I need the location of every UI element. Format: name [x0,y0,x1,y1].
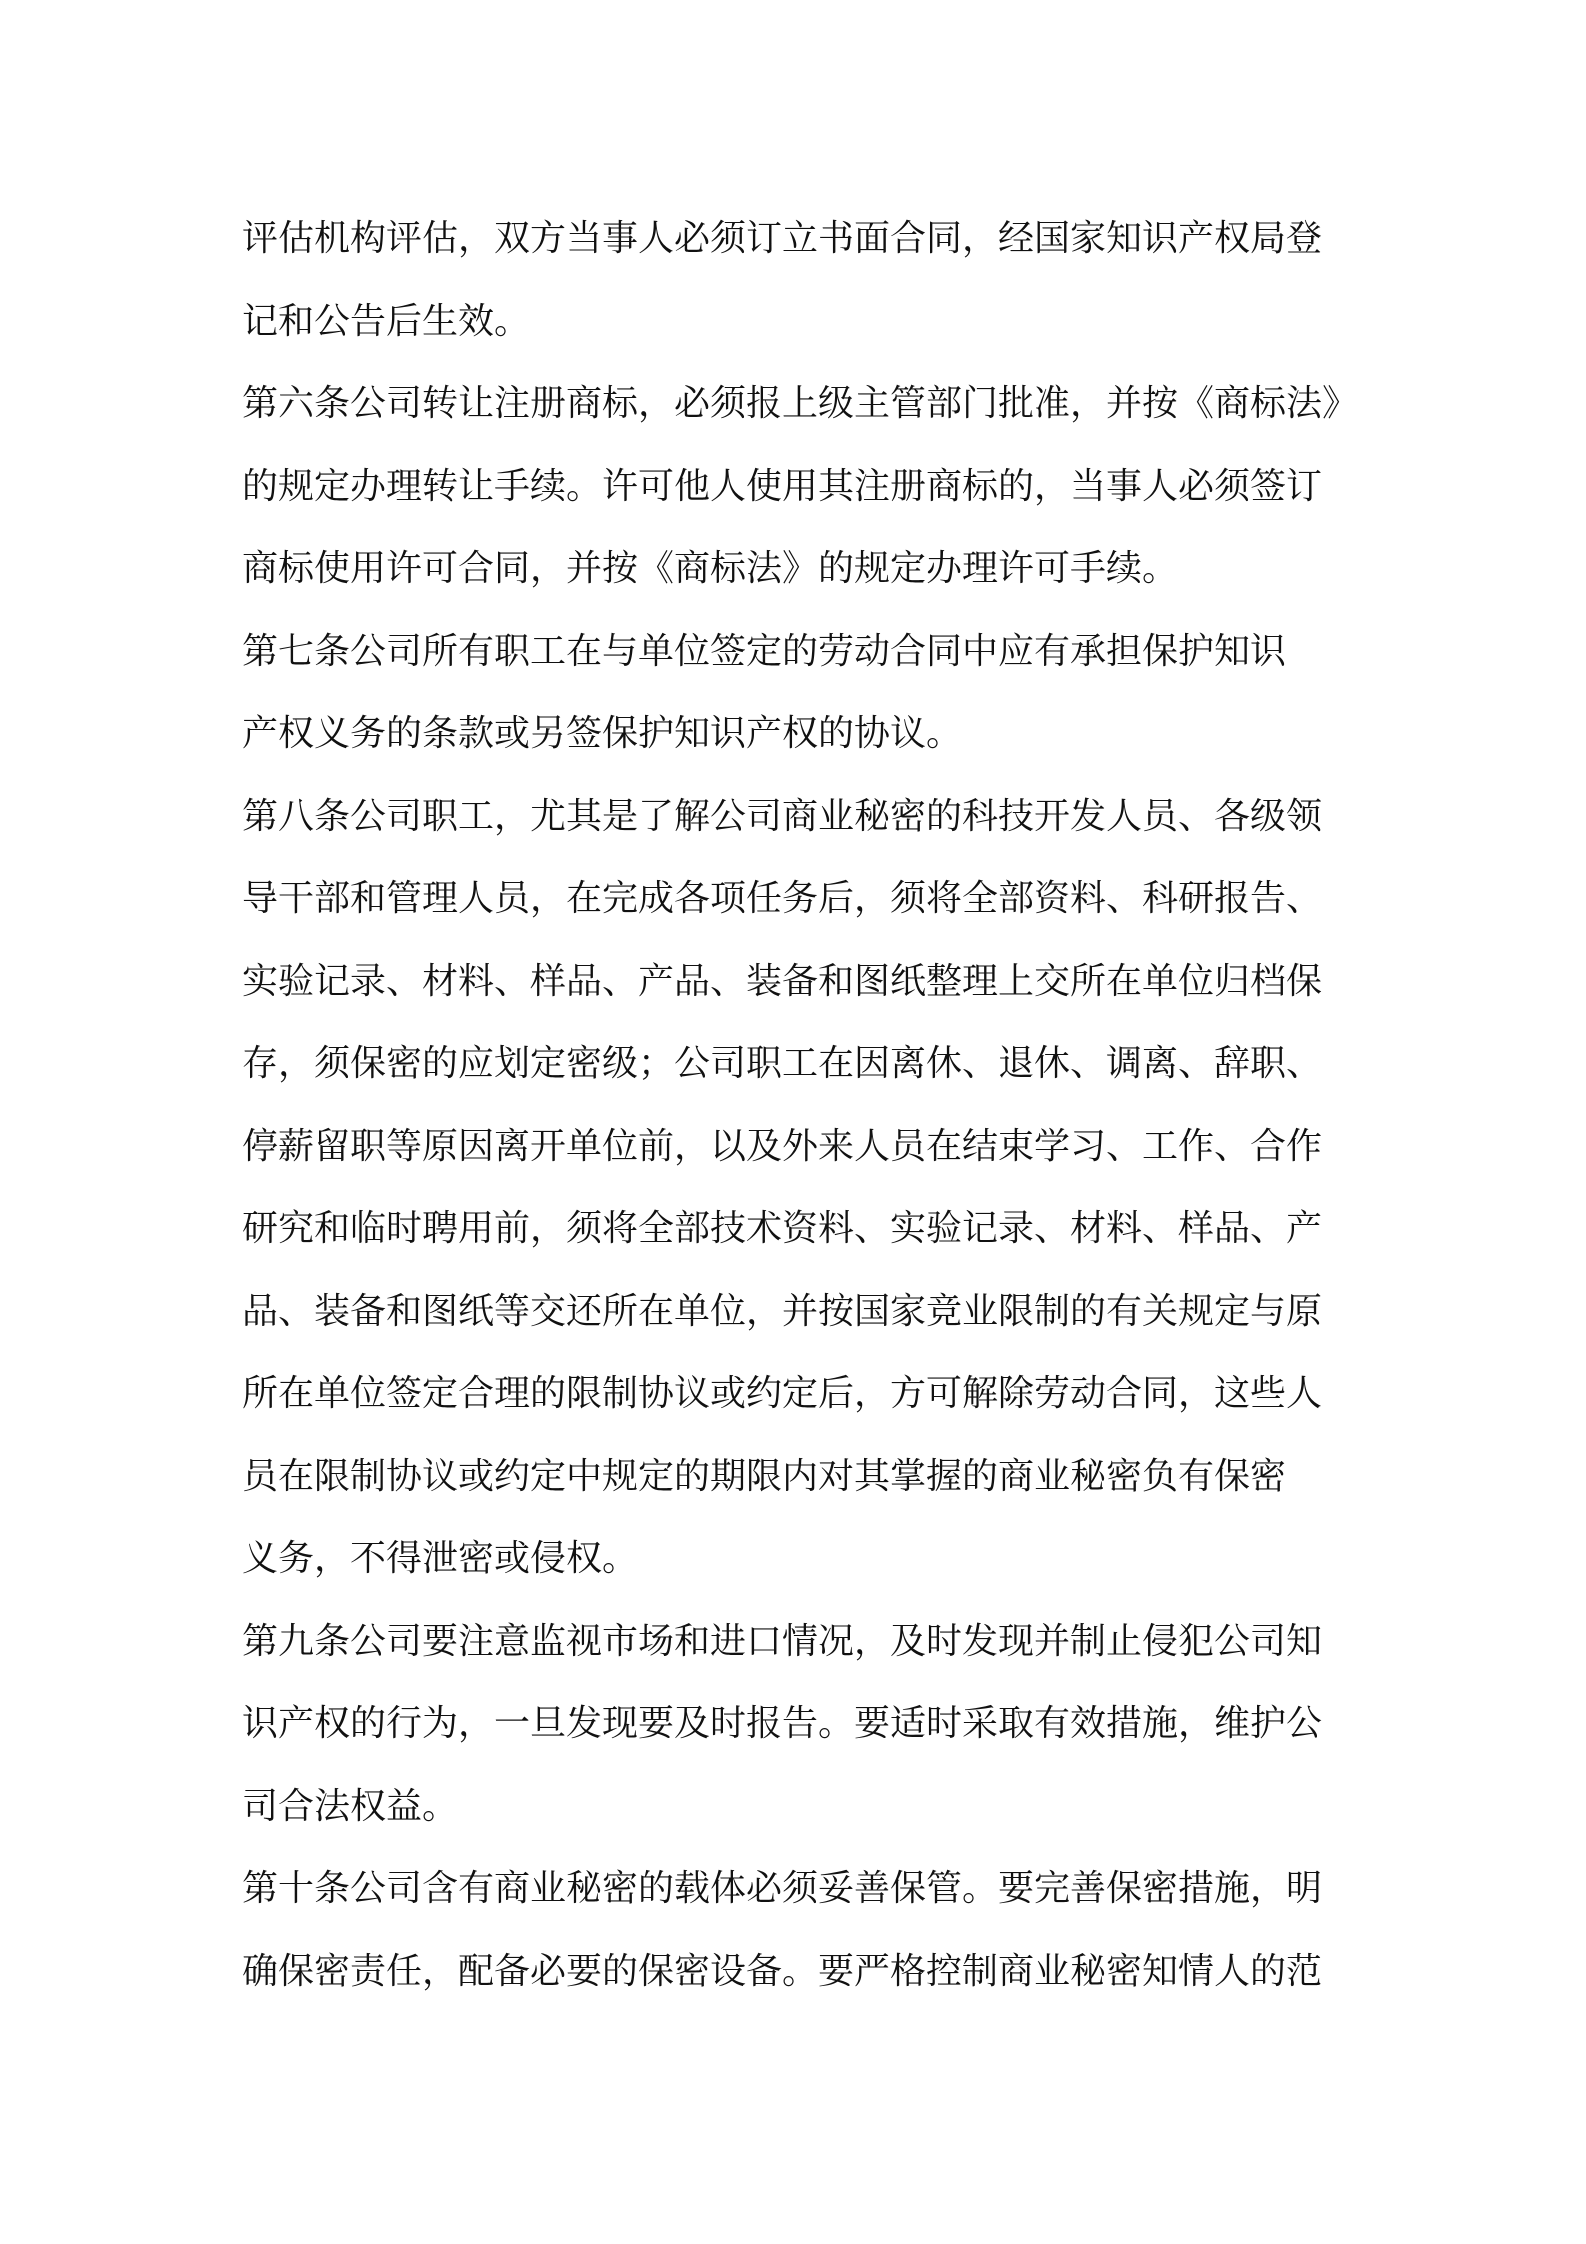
text-line: 的规定办理转让手续。许可他人使用其注册商标的，当事人必须签订 [242,465,1323,507]
text-line: 确保密责任，配备必要的保密设备。要严格控制商业秘密知情人的范 [242,1950,1323,1992]
text-line: 司合法权益。 [242,1785,459,1827]
text-line: 产权义务的条款或另签保护知识产权的协议。 [242,713,963,754]
text-line: 导干部和管理人员，在完成各项任务后，须将全部资料、科研报告、 [242,878,1323,919]
text-line: 存，须保密的应划定密级；公司职工在因离休、退休、调离、辞职、 [242,1043,1323,1084]
text-line: 停薪留职等原因离开单位前，以及外来人员在结束学习、工作、合作 [242,1125,1323,1167]
text-line: 所在单位签定合理的限制协议或约定后，方可解除劳动合同，这些人 [242,1373,1323,1414]
text-line: 识产权的行为，一旦发现要及时报告。要适时采取有效措施，维护公 [242,1703,1323,1744]
text-line: 第九条公司要注意监视市场和进口情况，及时发现并制止侵犯公司知 [242,1620,1323,1662]
text-line: 记和公告后生效。 [242,300,531,342]
text-line: 品、装备和图纸等交还所在单位，并按国家竞业限制的有关规定与原 [242,1290,1323,1332]
text-line: 员在限制协议或约定中规定的期限内对其掌握的商业秘密负有保密 [242,1455,1287,1497]
text-line: 研究和临时聘用前，须将全部技术资料、实验记录、材料、样品、产 [242,1208,1323,1249]
document-body [242,198,1362,2013]
text-line: 第六条公司转让注册商标，必须报上级主管部门批准，并按《商标法》 [242,383,1359,424]
text-line: 第十条公司含有商业秘密的载体必须妥善保管。要完善保密措施，明 [242,1868,1323,1909]
text-line: 第八条公司职工，尤其是了解公司商业秘密的科技开发人员、各级领 [242,795,1323,837]
text-line: 商标使用许可合同，并按《商标法》的规定办理许可手续。 [242,548,1179,589]
text-line: 第七条公司所有职工在与单位签定的劳动合同中应有承担保护知识 [242,630,1287,672]
text-line: 义务，不得泄密或侵权。 [242,1538,639,1579]
text-line: 评估机构评估，双方当事人必须订立书面合同，经国家知识产权局登 [242,218,1323,259]
text-line: 实验记录、材料、样品、产品、装备和图纸整理上交所在单位归档保 [242,960,1323,1002]
